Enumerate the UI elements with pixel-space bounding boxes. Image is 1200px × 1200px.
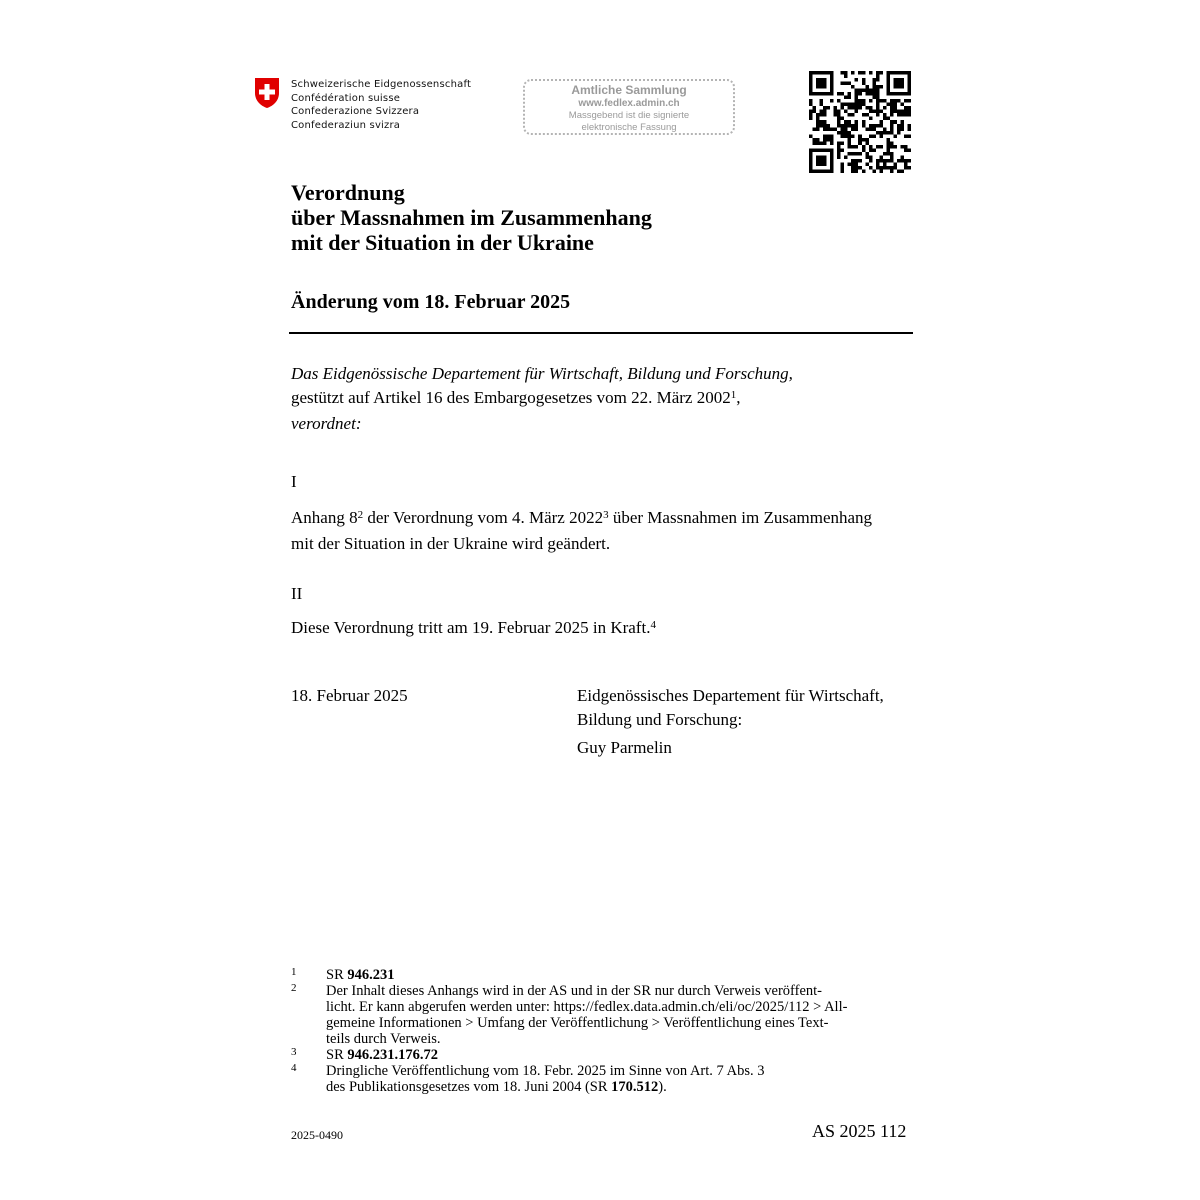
footnote-number-3: 3 [291, 1046, 297, 1058]
stamp-url: www.fedlex.admin.ch [578, 98, 680, 109]
signature-department [577, 684, 884, 732]
stamp-title: Amtliche Sammlung [571, 83, 687, 97]
footnote-3-sr: 946.231.176.72 [347, 1047, 438, 1063]
qr-code [809, 71, 911, 173]
signer-name: Guy Parmelin [577, 738, 672, 757]
footnote-4 [326, 1063, 764, 1095]
footnote-ref-1: 1 [730, 389, 737, 401]
amendment-date: Änderung vom 18. Februar 2025 [291, 291, 571, 313]
footnote-4-line-2-prefix: des Publikationsgesetzes vom 18. Juni 2004 (SR [326, 1079, 612, 1095]
official-collection-stamp [523, 79, 735, 135]
footnote-ref-2: 2 [357, 509, 364, 521]
section-1-line-2: mit der Situation in der Ukraine wird geändert. [291, 534, 611, 553]
preamble [291, 362, 793, 436]
confederation-de: Schweizerische Eidgenossenschaft [291, 79, 472, 90]
footnote-number-2: 2 [291, 982, 297, 994]
page-title [291, 180, 652, 255]
footnote-2-line-3: gemeine Informationen > Umfang der Veröffentlichung > Veröffentlichung eines Text- [326, 1015, 829, 1031]
confederation-it: Confederazione Svizzera [291, 106, 420, 117]
title-rule [289, 332, 913, 334]
section-1-numeral: I [291, 472, 297, 491]
section-2-line-1 [291, 616, 916, 642]
confederation-rm: Confederaziun svizra [291, 119, 401, 131]
confederation-names [291, 78, 471, 132]
footnote-number-4: 4 [291, 1062, 297, 1074]
footnote-4-line-1: Dringliche Veröffentlichung vom 18. Febr. 2025 im Sinne von Art. 7 Abs. 3 [326, 1063, 765, 1079]
stamp-note-1: Massgebend ist die signierte [568, 110, 690, 121]
signature-department-line-2: Bildung und Forschung: [577, 710, 743, 729]
signature-department-line-1: Eidgenössisches Departement für Wirtschaft, [577, 686, 884, 705]
footnote-1 [326, 967, 395, 983]
section-1-text-c: über Massnahmen im Zusammenhang [608, 508, 873, 527]
footnote-4-sr: 170.512 [611, 1079, 659, 1095]
footnote-3 [326, 1047, 438, 1063]
preamble-authority: Das Eidgenössische Departement für Wirtschaft, Bildung und Forschung, [291, 364, 793, 383]
footnote-2-line-4: teils durch Verweis. [326, 1031, 441, 1047]
as-reference: AS 2025 112 [812, 1121, 907, 1141]
section-1-text-b: der Verordnung vom 4. März 2022 [363, 508, 604, 527]
section-1-text-a: Anhang 8 [291, 508, 358, 527]
footnote-1-sr: 946.231 [347, 967, 395, 983]
signature-date: 18. Februar 2025 [291, 686, 408, 705]
footnote-ref-4: 4 [650, 619, 656, 631]
footnote-3-prefix: SR [326, 1047, 348, 1063]
footnote-2 [326, 983, 847, 1047]
footnote-ref-3: 3 [603, 509, 609, 521]
footnote-number-1: 1 [291, 966, 297, 978]
footnote-1-prefix: SR [326, 967, 348, 983]
section-2-text-body: Diese Verordnung tritt am 19. Februar 2025 in Kraft. [291, 618, 651, 637]
section-2-numeral: II [291, 584, 303, 603]
footnote-2-line-2: licht. Er kann abgerufen werden unter: https://fedlex.data.admin.ch/eli/oc/2025/112 > All- [326, 999, 848, 1015]
footnote-4-line-2 [326, 1079, 764, 1095]
preamble-decree: verordnet: [291, 414, 362, 433]
confederation-fr: Confédération suisse [291, 92, 401, 104]
preamble-basis-end: , [736, 388, 741, 407]
preamble-basis-text: gestützt auf Artikel 16 des Embargogesetzes vom 22. März 2002 [291, 388, 731, 407]
section-2-text [291, 616, 916, 642]
title-line-3: mit der Situation in der Ukraine [291, 230, 594, 255]
swiss-crest-icon [253, 77, 281, 109]
preamble-basis [291, 386, 793, 412]
title-line-2: über Massnahmen im Zusammenhang [291, 205, 652, 230]
section-1-text [291, 506, 916, 556]
stamp-note-2: elektronische Fassung [581, 121, 677, 133]
title-line-1: Verordnung [291, 180, 405, 205]
document-number: 2025-0490 [291, 1128, 343, 1142]
footnote-4-line-2-suffix: ). [658, 1079, 667, 1095]
footnote-2-line-1: Der Inhalt dieses Anhangs wird in der AS und in der SR nur durch Verweis veröffent- [326, 983, 822, 999]
section-1-line-1 [291, 506, 916, 532]
